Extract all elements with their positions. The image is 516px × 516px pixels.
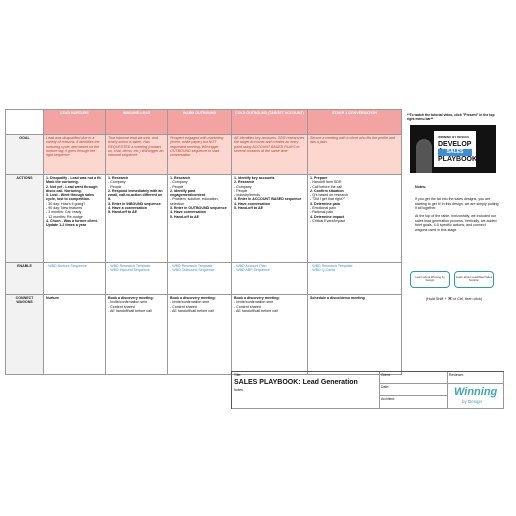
wagon-line: - Content shared bbox=[234, 304, 261, 309]
action-line: - People bbox=[170, 184, 184, 189]
resource-link[interactable]: - WBD Research Template bbox=[170, 264, 213, 268]
notes-panel bbox=[407, 113, 501, 375]
action-line: 1. Identify key accounts bbox=[234, 176, 275, 180]
action-line: - 30 day: How's it going? bbox=[46, 201, 86, 206]
action-line: 4. Have conversation bbox=[234, 201, 270, 206]
click-hint: (Hold Shift + ⌘ or Ctrl, then click) bbox=[425, 297, 483, 301]
client-label: Client: bbox=[381, 373, 391, 377]
action-line: 2. Research bbox=[234, 180, 255, 185]
cover-brand: WINNING BY DESIGN bbox=[438, 135, 469, 139]
wagons-cell bbox=[232, 295, 308, 375]
action-line: - Industry/trends bbox=[234, 193, 260, 198]
wagon-line: - AE handoff/call before call bbox=[108, 308, 152, 313]
playbook-table bbox=[5, 109, 402, 375]
column-header-warm-outbound: WARM OUTBOUND bbox=[168, 110, 232, 135]
action-line: 5. Hand-off to AE bbox=[108, 210, 138, 215]
action-line: 3. Lost - Went through sales cycle, lost to competition. bbox=[46, 193, 95, 202]
wagon-line: Nurture bbox=[46, 296, 59, 300]
actions-cell bbox=[106, 175, 168, 263]
title-cell bbox=[232, 372, 380, 409]
resource-link[interactable]: - WBD Nurture Sequence bbox=[46, 264, 87, 268]
action-line: 2. Confirm situation bbox=[310, 188, 344, 193]
action-line: 4. Determine impact bbox=[310, 214, 345, 219]
row-header-enable: ENABLE bbox=[6, 263, 44, 295]
architect-label: Architect: bbox=[381, 397, 396, 401]
title-label: Title: bbox=[234, 373, 242, 377]
row-header-connect-wagons: CONNECT WAGONS bbox=[6, 295, 44, 375]
row-header-actions: ACTIONS bbox=[6, 175, 44, 263]
action-line: 1. Disqualify - Lead was not a fit. Mark the nurturing. bbox=[46, 176, 102, 185]
logo-subtitle: by Design bbox=[462, 399, 483, 404]
architect-field[interactable] bbox=[380, 396, 448, 409]
wagon-line: Book a discovery meeting: bbox=[108, 296, 154, 300]
wagons-cell bbox=[308, 295, 402, 375]
action-line: - Emotional pain bbox=[310, 206, 336, 211]
action-line: 5. Hand-off to AE bbox=[170, 214, 200, 219]
action-line: - 3 months: Cal. ready bbox=[46, 210, 82, 215]
notes-label: Notes bbox=[234, 388, 243, 392]
action-line: 5. Hand-off to AE bbox=[234, 206, 264, 211]
resource-link[interactable]: - WBD Outbound Sequence bbox=[170, 268, 215, 273]
action-line: 3. Determine pain bbox=[310, 201, 340, 206]
actions-cell bbox=[44, 175, 106, 263]
notes-heading: Notes: bbox=[415, 185, 427, 189]
notes-paragraph: At the top of the table, horizontally, we included our sales lead generation process. Vertically, we added brief goals, 4-5 specific actions, and connect wagons used in this stage. bbox=[415, 214, 497, 232]
enable-cell bbox=[44, 263, 106, 295]
action-line: 3. Enter in OUTBOUND sequence bbox=[170, 206, 227, 211]
action-line: - People bbox=[108, 184, 122, 189]
actions-cell bbox=[168, 175, 232, 263]
resource-link[interactable]: - WBD Inbound Sequence bbox=[108, 268, 150, 273]
action-line: - Company bbox=[170, 180, 188, 185]
document-title: SALES PLAYBOOK: Lead Generation bbox=[234, 379, 358, 386]
goal-cell: Lead was disqualified due to a variety of reasons. It identifies the nurturing cycle, and based on the nurture tag, it goes through the right sequence bbox=[44, 135, 106, 175]
action-line: 2. Identify past engagement/content bbox=[170, 188, 206, 198]
notes-paragraph: If you get the fat into the sales designs, you are starting to get it! In this design, we are simply putting it all together. bbox=[415, 197, 499, 211]
goal-cell: AE identifies key accounts. SDR researches the target accounts and creates an entry point using ACCOUNT BASED PLAYS to several contacts at the same time bbox=[232, 135, 308, 175]
action-line: - "Did I get that right?" bbox=[310, 197, 346, 202]
learn-winning-button[interactable]: Learn about Winning by Design bbox=[410, 271, 450, 288]
action-line: 1. Prepare bbox=[310, 176, 328, 180]
column-header-inbound-lead: INBOUND LEAD bbox=[106, 110, 168, 135]
resource-link[interactable]: - WBD Q-Cards bbox=[310, 268, 336, 273]
wagon-line: - AE handoff/call before call bbox=[234, 308, 278, 313]
reviewer-field[interactable] bbox=[448, 372, 504, 384]
action-line: 3. Enter in INBOUND sequence bbox=[108, 201, 161, 206]
action-line: 4. Have conversation bbox=[170, 210, 206, 215]
action-line: - Critical Event/Impact bbox=[310, 218, 346, 223]
client-field[interactable] bbox=[380, 372, 448, 384]
resource-link[interactable]: - WBD Account Plan bbox=[234, 264, 267, 268]
row-header-goal: GOAL bbox=[6, 135, 44, 175]
title-block bbox=[231, 371, 504, 409]
video-instruction: **To watch the tutorial video, click "Present" in the top right menu bar** bbox=[407, 113, 495, 122]
goal-cell: True inbound lead via web, and timely action is taken. Has REQUESTED a meeting (contact us, chat, demo, etc.) Will trigger an inbound sequence bbox=[106, 135, 168, 175]
enable-cell bbox=[308, 263, 402, 295]
wagons-cell bbox=[168, 295, 232, 375]
action-line: 1. Research bbox=[170, 176, 191, 180]
company-logo bbox=[448, 384, 504, 409]
column-header-cold-outbound: COLD OUTBOUND (TARGET ACCOUNT) bbox=[232, 110, 308, 135]
wagon-line: - Content shared bbox=[108, 304, 135, 309]
action-line: 4. Have a conversation bbox=[108, 206, 147, 211]
goal-cell: Secure a meeting with a client who fits the profile and has a pain. bbox=[308, 135, 402, 175]
action-line: - Handoff from SDR bbox=[310, 180, 342, 185]
wagon-line: Book a discovery meeting: bbox=[170, 296, 216, 300]
action-line: 2. Respond immediately with an email, call-to-action different on it. bbox=[108, 188, 163, 202]
wagon-line: - AE handoff/call before call bbox=[170, 308, 214, 313]
table-corner bbox=[6, 110, 44, 135]
action-line: 1. Research bbox=[108, 176, 129, 180]
book-cover bbox=[434, 131, 476, 167]
wagon-line: Schedule a disco/demo meeting bbox=[310, 296, 365, 300]
resource-link[interactable]: - WBD ABP Sequence bbox=[234, 268, 270, 273]
presenter-figure bbox=[416, 139, 432, 173]
action-line: - Company bbox=[108, 180, 126, 185]
action-line: - Rational pain bbox=[310, 210, 334, 215]
resource-link[interactable]: - WBD Research Template bbox=[310, 264, 353, 268]
cover-line: SALES bbox=[438, 149, 472, 156]
action-line: 3. Enter in ACCOUNT BASED sequence bbox=[234, 197, 302, 202]
action-line: - 12 months: Re-nudge bbox=[46, 214, 83, 219]
goal-cell: Prospect engaged with marketing (event, white paper) but NOT requested meeting. Will trigger OUTBOUND sequence to start conversation bbox=[168, 135, 232, 175]
action-line: 4. Churn - Was a former client. Update 1-2 times a year bbox=[46, 218, 98, 228]
action-line: - Q's based on research bbox=[310, 193, 349, 198]
enable-cell bbox=[168, 263, 232, 295]
date-field[interactable] bbox=[380, 384, 448, 396]
learn-sales-solution-button[interactable]: Learn about Lead/Deal Sales Solution bbox=[454, 271, 494, 288]
resource-link[interactable]: - WBD Research Template bbox=[108, 264, 151, 268]
wagon-line: - Invite/confirmation sent bbox=[234, 300, 274, 305]
column-header-stage-1: STAGE 1 CONVERSATION bbox=[308, 110, 402, 135]
wagons-cell bbox=[106, 295, 168, 375]
cover-line: PLAYBOOK bbox=[438, 156, 478, 163]
wagon-line: Book a discovery meeting: bbox=[234, 296, 280, 300]
action-line: - 90 day: New features bbox=[46, 206, 83, 211]
enable-cell bbox=[232, 263, 308, 295]
action-line: 2. Not yet - Lead went through disco call. Nurturing. bbox=[46, 184, 98, 193]
wagon-line: - Content shared bbox=[170, 304, 197, 309]
date-label: Date: bbox=[381, 385, 390, 389]
actions-cell bbox=[308, 175, 402, 263]
action-line: - Company bbox=[234, 184, 252, 189]
action-line: - People bbox=[234, 188, 248, 193]
wagon-line: - Invite/confirmation sent bbox=[108, 300, 148, 305]
wagon-line: - Invite/confirmation sent bbox=[170, 300, 210, 305]
column-header-lead-nurture: LEAD NURTURE bbox=[44, 110, 106, 135]
reviewer-label: Reviewer: bbox=[449, 373, 465, 377]
action-line: - Call before the call bbox=[310, 184, 342, 189]
wagons-cell bbox=[44, 295, 106, 375]
actions-cell bbox=[232, 175, 308, 263]
video-thumbnail[interactable] bbox=[410, 125, 496, 173]
enable-cell bbox=[106, 263, 168, 295]
cover-line: DEVELOP bbox=[438, 141, 472, 148]
action-line: - Problem, solution, education, selection bbox=[170, 197, 219, 206]
logo-wordmark: Winning bbox=[454, 386, 498, 398]
